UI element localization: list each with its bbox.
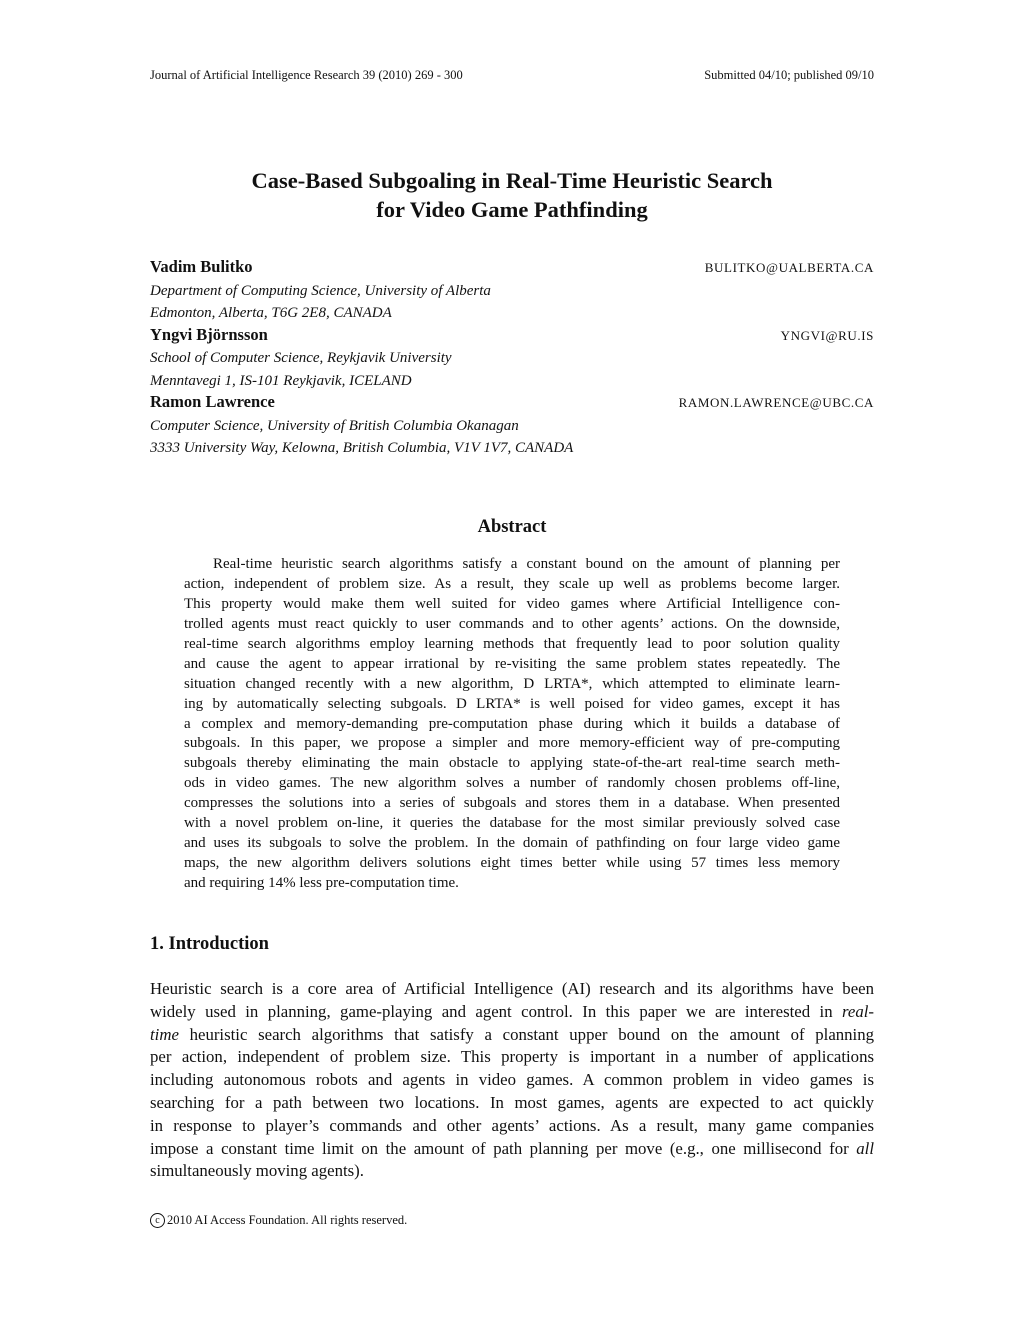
abstract-line: compresses the solutions into a series of subgoals and stores them in a database. When presented — [184, 795, 840, 812]
line-text: including autonomous robots and agents in video games. A common problem in video games is — [150, 1070, 874, 1090]
abstract-line: This property would make them well suited for video games where Artificial Intelligence con- — [184, 595, 840, 612]
author-affiliation: Department of Computing Science, University of Alberta — [150, 282, 491, 299]
abstract-line: action, independent of problem size. As a result, they scale up well as problems become larger. — [184, 575, 840, 592]
section-heading-introduction: 1. Introduction — [150, 934, 269, 954]
introduction-line — [150, 1160, 874, 1183]
introduction-line — [150, 1092, 874, 1115]
line-text: impose a constant time limit on the amount of path planning per move (e.g., one millisecond for — [150, 1138, 857, 1158]
abstract-heading: Abstract — [477, 517, 547, 537]
running-header — [150, 68, 874, 83]
author-list — [150, 257, 874, 460]
abstract-line: real-time search algorithms employ learning methods that frequently lead to poor solution quality — [184, 635, 840, 652]
copyright-notice — [150, 1213, 407, 1228]
abstract-line: ing by automatically selecting subgoals. D LRTA* is well poised for video games, except it has — [184, 695, 840, 712]
line-text: per action, independent of problem size. This property is important in a number of applications — [150, 1047, 874, 1067]
author-email: YNGVI@RU.IS — [780, 327, 874, 343]
author-email: BULITKO@UALBERTA.CA — [704, 260, 874, 275]
line-text: widely used in planning, game-playing and agent control. In this paper we are interested in — [150, 1001, 842, 1021]
introduction-line — [150, 1024, 874, 1047]
abstract-line: subgoals. In this paper, we propose a simpler and more memory-efficient way of pre-computing — [184, 735, 840, 752]
author-bjornsson — [150, 325, 874, 393]
abstract-line: with a novel problem on-line, it queries the database for the most similar previously solved case — [184, 815, 840, 832]
abstract-body — [184, 555, 840, 894]
paper-title — [0, 166, 1024, 224]
author-affiliation: School of Computer Science, Reykjavik University — [150, 350, 452, 366]
line-text: simultaneously moving agents). — [150, 1161, 364, 1181]
introduction-line — [150, 1069, 874, 1092]
introduction-line — [150, 1115, 874, 1138]
emphasis-text: real- — [842, 1001, 874, 1021]
author-affiliation: Computer Science, University of British Columbia Okanagan — [150, 417, 519, 434]
abstract-line: ods in video games. The new algorithm solves a number of randomly chosen problems off-line, — [184, 775, 840, 792]
emphasis-text: time — [150, 1024, 179, 1044]
introduction-body — [150, 978, 874, 1183]
abstract-line: a complex and memory-demanding pre-computation phase during which it builds a database of — [184, 715, 840, 732]
author-email: RAMON.LAWRENCE@UBC.CA — [678, 395, 874, 410]
line-text: in response to player’s commands and other agents’ actions. As a result, many game companies — [150, 1115, 874, 1135]
line-text: Heuristic search is a core area of Artificial Intelligence (AI) research and its algorithms have been — [150, 979, 874, 998]
introduction-line — [150, 1001, 874, 1024]
author-name: Yngvi Björnsson — [150, 324, 268, 344]
introduction-line — [150, 1046, 874, 1069]
author-lawrence — [150, 392, 874, 460]
author-address: Menntavegi 1, IS-101 Reykjavik, ICELAND — [150, 372, 412, 389]
abstract-line: trolled agents must react quickly to user commands and to other agents’ actions. On the downside, — [184, 615, 840, 632]
author-address: Edmonton, Alberta, T6G 2E8, CANADA — [150, 305, 392, 321]
line-text: searching for a path between two locations. In most games, agents are expected to act quickly — [150, 1092, 874, 1112]
author-name: Ramon Lawrence — [150, 392, 275, 411]
abstract-line: maps, the new algorithm delivers solutions eight times better while using 57 times less memory — [184, 855, 840, 872]
author-bulitko — [150, 257, 874, 325]
abstract-line: situation changed recently with a new algorithm, D LRTA*, which attempted to eliminate learn- — [184, 675, 840, 692]
emphasis-text: all — [856, 1138, 874, 1158]
introduction-line — [150, 978, 874, 1001]
title-line-1: Case-Based Subgoaling in Real-Time Heuristic Search — [251, 168, 773, 193]
abstract-line: and requiring 14% less pre-computation time. — [184, 875, 459, 891]
introduction-line — [150, 1138, 874, 1161]
abstract-line: Real-time heuristic search algorithms satisfy a constant bound on the amount of planning per — [213, 556, 840, 572]
title-line-2: for Video Game Pathfinding — [376, 197, 648, 222]
line-text: heuristic search algorithms that satisfy a constant upper bound on the amount of planning — [178, 1024, 874, 1044]
submission-dates: Submitted 04/10; published 09/10 — [704, 68, 874, 82]
author-address: 3333 University Way, Kelowna, British Columbia, V1V 1V7, CANADA — [150, 440, 574, 456]
abstract-line: and uses its subgoals to solve the problem. In the domain of pathfinding on four large video game — [184, 835, 840, 852]
abstract-line: subgoals thereby eliminating the main obstacle to applying state-of-the-art real-time search meth- — [184, 755, 840, 772]
journal-citation: Journal of Artificial Intelligence Research 39 (2010) 269 - 300 — [150, 68, 463, 82]
copyright-text: 2010 AI Access Foundation. All rights reserved. — [167, 1213, 408, 1227]
abstract-line: and cause the agent to appear irrational by re-visiting the same problem states repeatedly. The — [184, 655, 840, 672]
copyright-icon: c — [150, 1213, 165, 1228]
author-name: Vadim Bulitko — [150, 257, 253, 276]
